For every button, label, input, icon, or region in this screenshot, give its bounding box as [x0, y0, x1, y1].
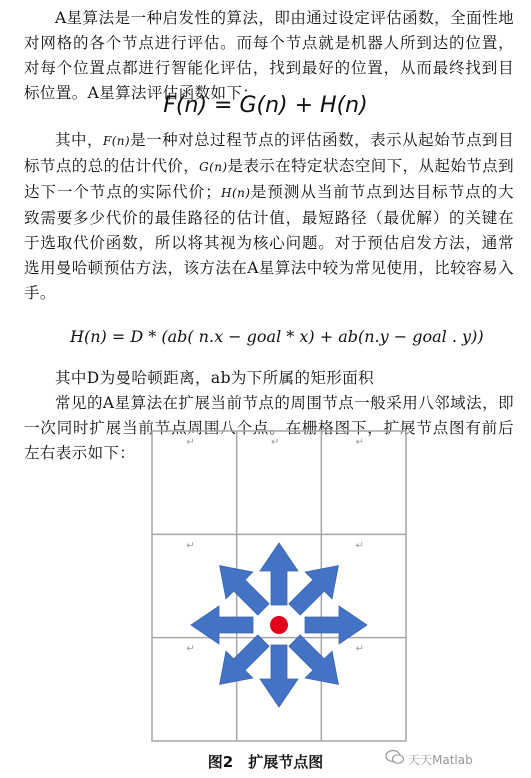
h-description: 是预测从当前节点到达目标节点的大致需要多少代价的最佳路径的估计值，最短路径（最优解）的关键在于选取代价函数，所以将其视为核心问题。对于预估启发方法，通常选用曼哈顿预估方法，该方法在A星算法中较为常见使用，比较容易入手。: [24, 183, 514, 302]
cell-return-mark: ↵: [186, 540, 195, 552]
h-symbol: H(n): [221, 186, 251, 200]
expand-nodes-figure: [148, 427, 410, 745]
cell-return-mark: ↵: [355, 437, 365, 448]
arrow-down-icon: [260, 645, 298, 707]
watermark: 天天Matlab: [408, 753, 473, 767]
arrow-up-icon: [260, 543, 298, 605]
f-symbol: F(n): [103, 134, 131, 148]
paragraph-1: [24, 6, 514, 106]
figure-caption: 图2 扩展节点图: [207, 753, 324, 771]
p2-lead: 其中，: [55, 131, 103, 149]
paragraph-3: 其中D为曼哈顿距离，ab为下所属的矩形面积: [55, 369, 374, 387]
center-node: [270, 616, 288, 634]
cell-return-mark: ↵: [271, 437, 280, 448]
paragraph-1-text: A星算法是一种启发性的算法，即由通过设定评估函数，全面性地对网格的各个节点进行评估。而每个节点就是机器人所到达的位置，对每个位置点都进行智能化评估，找到最好的位置，从而最终找到目标位置。A星算法评估函数如下：: [24, 9, 514, 102]
cell-return-mark: ↵: [186, 437, 195, 448]
manhattan-formula: H(n) = D * (ab( n.x − goal * x) + ab(n.y − goal . y)): [70, 327, 484, 346]
paragraph-2: [24, 128, 514, 306]
f-description: 是一种对总过程节点的评估函数，表示从起始节点到目标节点的总的估计代价，: [24, 131, 514, 175]
cell-return-mark: ↵: [355, 540, 365, 552]
evaluation-formula: F(n) = G(n) + H(n): [163, 93, 368, 118]
g-symbol: G(n): [199, 160, 228, 174]
g-description: 是表示在特定状态空间下，从起始节点到达下一个节点的实际代价；: [24, 157, 515, 201]
cell-return-mark: ↵: [186, 643, 195, 655]
cell-return-mark: ↵: [355, 643, 365, 655]
wechat-icon: [385, 749, 405, 765]
paragraph-4: 常见的A星算法在扩展当前节点的周围节点一般采用八邻域法，即一次同时扩展当前节点周围八个点。在栅格图下，扩展节点图有前后左右表示如下：: [24, 394, 514, 462]
